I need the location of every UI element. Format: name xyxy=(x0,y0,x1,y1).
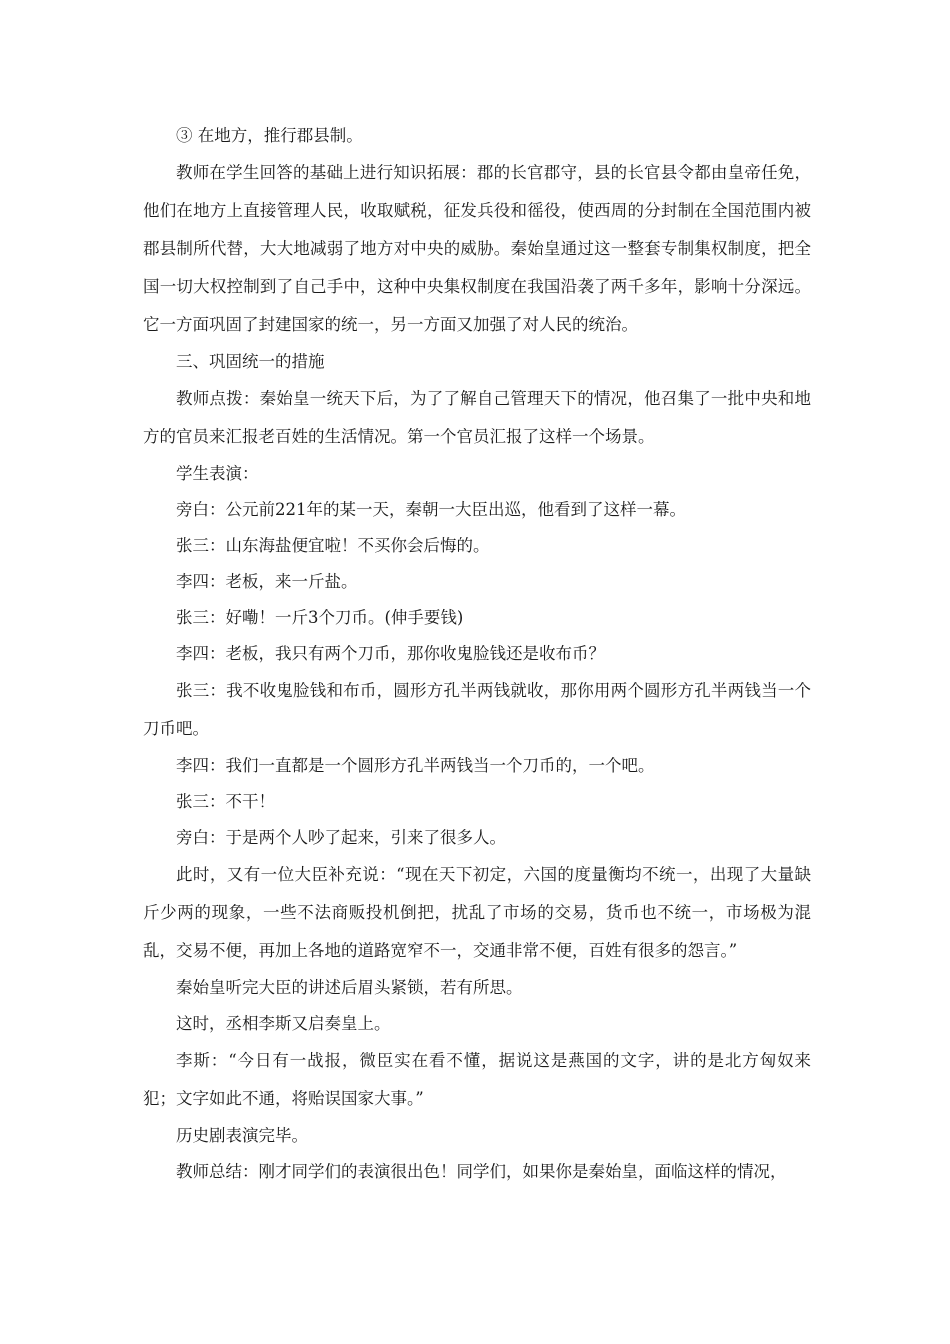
paragraph-teacher-guidance: 教师点拨：秦始皇一统天下后，为了了解自己管理天下的情况，他召集了一批中央和地方的官员来汇报老百姓的生活情况。第一个官员汇报了这样一个场景。 xyxy=(143,389,811,446)
dialogue-line: 旁白：于是两个人吵了起来，引来了很多人。 xyxy=(176,828,506,847)
paragraph-minister-report: 此时，又有一位大臣补充说：“现在天下初定，六国的度量衡均不统一，出现了大量缺斤少两的现象，一些不法商贩投机倒把，扰乱了市场的交易，货币也不统一，市场极为混乱，交易不便，再加上各地的道路宽窄不一，交通非常不便，百姓有很多的怨言。” xyxy=(143,865,811,960)
dialogue-line: 张三：我不收鬼脸钱和布币，圆形方孔半两钱就收，那你用两个圆形方孔半两钱当一个刀币吧。 xyxy=(143,681,811,738)
dialogue-line: 张三：不干！ xyxy=(176,792,275,811)
dialogue-line: 李四：我们一直都是一个圆形方孔半两钱当一个刀币的，一个吧。 xyxy=(176,756,655,775)
paragraph-emperor-reaction: 秦始皇听完大臣的讲述后眉头紧锁，若有所思。 xyxy=(176,978,523,997)
dialogue-line: 旁白：公元前221年的某一天，秦朝一大臣出巡，他看到了这样一幕。 xyxy=(176,500,686,519)
paragraph-li-si-enters: 这时，丞相李斯又启奏皇上。 xyxy=(176,1014,391,1033)
dialogue-line: 李四：老板，我只有两个刀币，那你收鬼脸钱还是收布币？ xyxy=(176,644,605,663)
dialogue-line: 张三：山东海盐便宜啦！不买你会后悔的。 xyxy=(176,536,490,555)
paragraph-play-ends: 历史剧表演完毕。 xyxy=(176,1126,308,1145)
paragraph-teacher-summary: 教师总结：刚才同学们的表演很出色！同学们，如果你是秦始皇，面临这样的情况， xyxy=(176,1162,787,1181)
paragraph-local-county-system: ③ 在地方，推行郡县制。 xyxy=(176,126,363,145)
paragraph-student-performance: 学生表演： xyxy=(176,464,259,483)
section-heading-consolidating-unity: 三、巩固统一的措施 xyxy=(176,352,325,371)
document-body xyxy=(143,118,811,1190)
paragraph-teacher-extension: 教师在学生回答的基础上进行知识拓展：郡的长官郡守，县的长官县令都由皇帝任免，他们在地方上直接管理人民，收取赋税，征发兵役和徭役，使西周的分封制在全国范围内被郡县制所代替，大大地减弱了地方对中央的威胁。秦始皇通过这一整套专制集权制度，把全国一切大权控制到了自己手中，这种中央集权制度在我国沿袭了两千多年，影响十分深远。它一方面巩固了封建国家的统一，另一方面又加强了对人民的统治。 xyxy=(143,163,811,334)
dialogue-line: 李四：老板，来一斤盐。 xyxy=(176,572,358,591)
dialogue-line: 张三：好嘞！一斤3个刀币。(伸手要钱) xyxy=(176,608,464,627)
dialogue-line-li-si: 李斯：“今日有一战报，微臣实在看不懂，据说这是燕国的文字，讲的是北方匈奴来犯；文字如此不通，将贻误国家大事。” xyxy=(143,1051,811,1108)
